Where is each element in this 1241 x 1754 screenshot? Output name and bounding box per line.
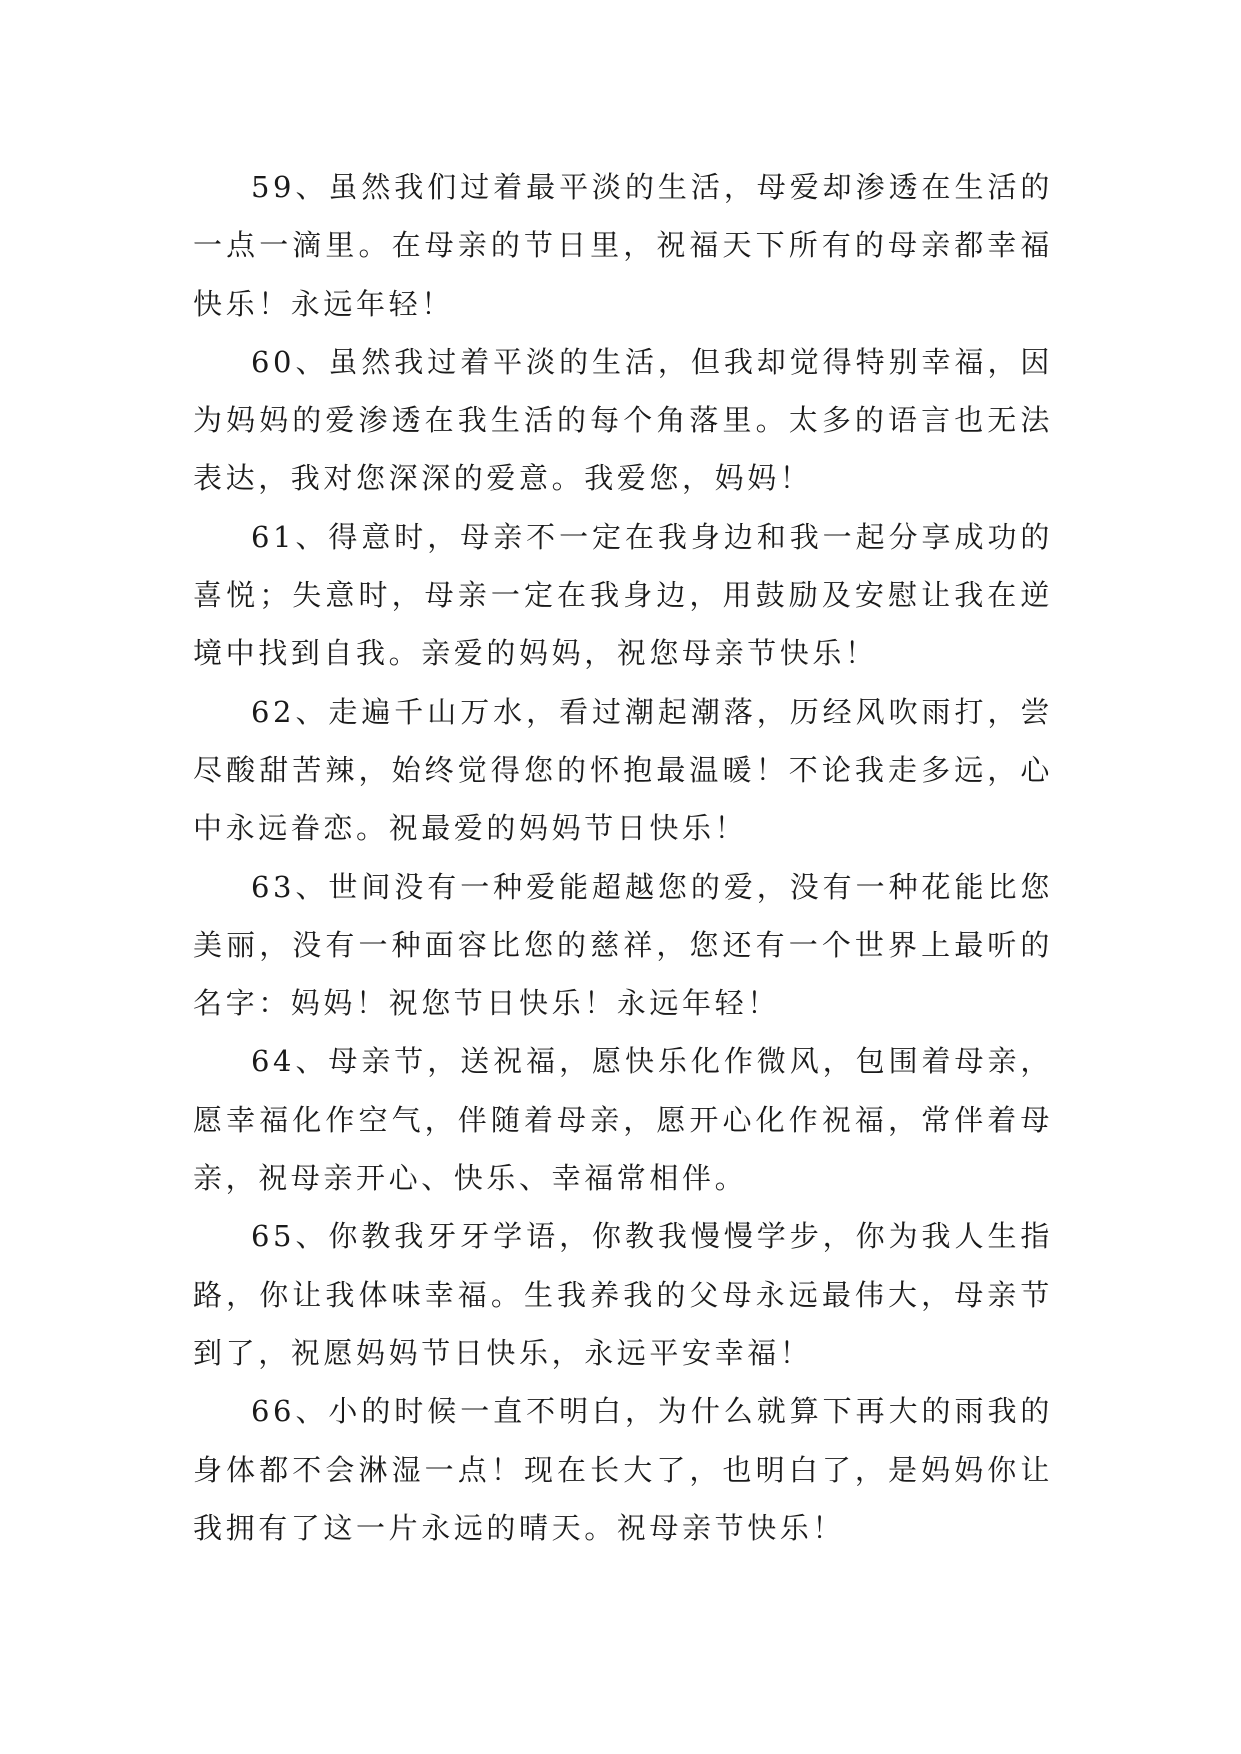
paragraph-63: 63、世间没有一种爱能超越您的爱，没有一种花能比您美丽，没有一种面容比您的慈祥，您还有一个世界上最听的名字：妈妈！祝您节日快乐！永远年轻！ <box>193 869 1053 1021</box>
paragraph-64: 64、母亲节，送祝福，愿快乐化作微风，包围着母亲，愿幸福化作空气，伴随着母亲，愿开心化作祝福，常伴着母亲，祝母亲开心、快乐、幸福常相伴。 <box>193 1044 1053 1196</box>
paragraph-62: 62、走遍千山万水，看过潮起潮落，历经风吹雨打，尝尽酸甜苦辣，始终觉得您的怀抱最温暖！不论我走多远，心中永远眷恋。祝最爱的妈妈节日快乐！ <box>193 694 1053 846</box>
paragraph-59: 59、虽然我们过着最平淡的生活，母爱却渗透在生活的一点一滴里。在母亲的节日里，祝福天下所有的母亲都幸福快乐！永远年轻！ <box>193 170 1053 321</box>
paragraph-60: 60、虽然我过着平淡的生活，但我却觉得特别幸福，因为妈妈的爱渗透在我生活的每个角落里。太多的语言也无法表达，我对您深深的爱意。我爱您，妈妈！ <box>193 344 1053 496</box>
document-body <box>193 158 1053 1557</box>
paragraph-61: 61、得意时，母亲不一定在我身边和我一起分享成功的喜悦；失意时，母亲一定在我身边，用鼓励及安慰让我在逆境中找到自我。亲爱的妈妈，祝您母亲节快乐！ <box>193 519 1053 671</box>
paragraph-65: 65、你教我牙牙学语，你教我慢慢学步，你为我人生指路，你让我体味幸福。生我养我的父母永远最伟大，母亲节到了，祝愿妈妈节日快乐，永远平安幸福！ <box>193 1219 1053 1370</box>
paragraph-66: 66、小的时候一直不明白，为什么就算下再大的雨我的身体都不会淋湿一点！现在长大了，也明白了，是妈妈你让我拥有了这一片永远的晴天。祝母亲节快乐！ <box>193 1394 1053 1545</box>
